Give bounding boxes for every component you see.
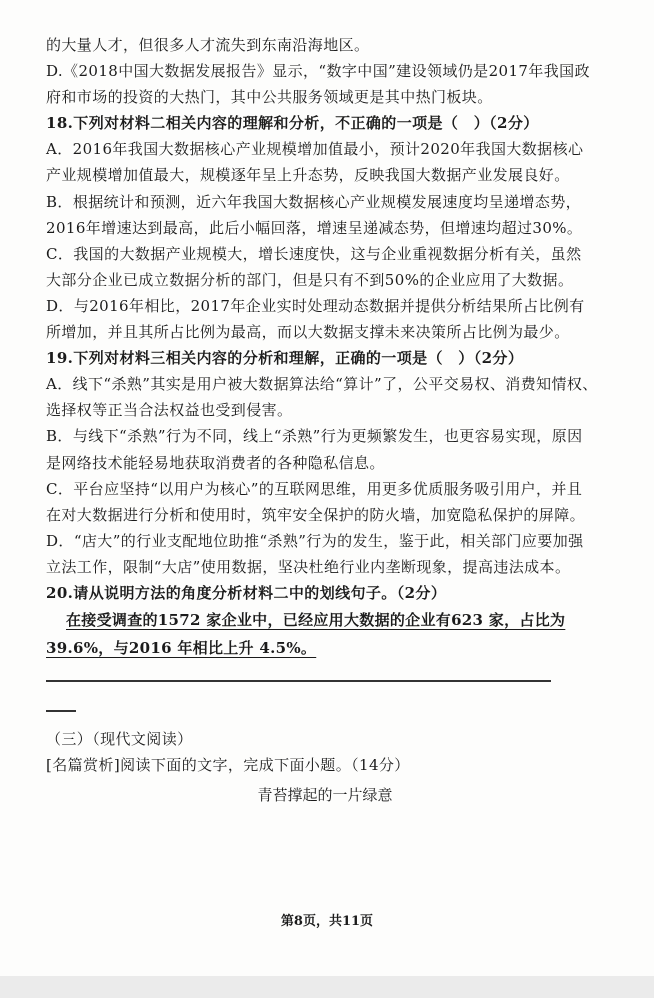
option-19-c-line-1: C．平台应坚持“以用户为核心”的互联网思维，用更多优质服务吸引用户，并且 <box>46 479 583 498</box>
question-20: 20.请从说明方法的角度分析材料二中的划线句子。（2分） <box>46 583 447 602</box>
text-line: 的大量人才，但很多人才流失到东南沿海地区。 <box>46 36 370 54</box>
option-19-c-line-2: 在对大数据进行分析和使用时，筑牢安全保护的防火墙，加宽隐私保护的屏障。 <box>46 505 586 524</box>
option-19-d-line-1: D．“店大”的行业支配地位助推“杀熟”行为的发生，鉴于此，相关部门应要加强 <box>46 531 584 550</box>
section-heading: （三）（现代文阅读） <box>46 730 193 749</box>
option-19-b-line-1: B．与线下“杀熟”行为不同，线上“杀熟”行为更频繁发生，也更容易实现，原因 <box>46 427 583 446</box>
question-18: 18.下列对材料二相关内容的理解和分析，不正确的一项是（ ）（2分） <box>46 114 539 133</box>
option-19-a-line-1: A．线下“杀熟”其实是用户被大数据算法给“算计”了，公平交易权、消费知情权、 <box>46 375 598 394</box>
reading-instruction: [名篇赏析]阅读下面的文字，完成下面小题。（14分） <box>46 756 410 775</box>
option-18-d-line-1: D．与2016年相比，2017年企业实时处理动态数据并提供分析结果所占比例有 <box>46 296 585 315</box>
option-18-c-line-1: C．我国的大数据产业规模大，增长速度快，这与企业重视数据分析有关，虽然 <box>46 244 582 263</box>
answer-line <box>46 680 551 682</box>
option-18-b-line-2: 2016年增速达到最高，此后小幅回落，增速呈递减态势，但增速均超过30%。 <box>46 218 583 237</box>
underlined-sentence-line-1: 在接受调查的1572 家企业中，已经应用大数据的企业有623 家，占比为 <box>66 611 566 630</box>
option-18-b-line-1: B．根据统计和预测，近六年我国大数据核心产业规模发展速度均呈递增态势， <box>46 192 582 211</box>
question-19: 19.下列对材料三相关内容的分析和理解，正确的一项是（ ）（2分） <box>46 349 524 368</box>
option-18-a-line-2: 产业规模增加值最大，规模逐年呈上升态势，反映我国大数据产业发展良好。 <box>46 166 570 185</box>
option-18-c-line-2: 大部分企业已成立数据分析的部门，但是只有不到50%的企业应用了大数据。 <box>46 270 574 289</box>
text-line: D.《2018中国大数据发展报告》显示，“数字中国”建设领域仍是2017年我国政 <box>46 62 590 81</box>
option-18-a-line-1: A．2016年我国大数据核心产业规模增加值最小，预计2020年我国大数据核心 <box>46 140 584 159</box>
option-19-a-line-2: 选择权等正当合法权益也受到侵害。 <box>46 401 293 420</box>
page-number-footer: 第8页，共11页 <box>280 914 374 929</box>
option-18-d-line-2: 所增加，并且其所占比例为最高，而以大数据支撑未来决策所占比例为最少。 <box>46 323 570 342</box>
bottom-bar <box>0 976 654 998</box>
underlined-sentence-line-2: 39.6%，与2016 年相比上升 4.5%。 <box>46 639 317 658</box>
option-19-b-line-2: 是网络技术能轻易地获取消费者的各种隐私信息。 <box>46 453 385 472</box>
text-line: 府和市场的投资的大热门，其中公共服务领域更是其中热门板块。 <box>46 88 493 107</box>
page-content <box>46 32 634 808</box>
answer-line-short <box>46 710 76 712</box>
article-title: 青苔撑起的一片绿意 <box>257 786 393 805</box>
option-19-d-line-2: 立法工作，限制“大店”使用数据，坚决杜绝行业内垄断现象，提高违法成本。 <box>46 557 571 576</box>
